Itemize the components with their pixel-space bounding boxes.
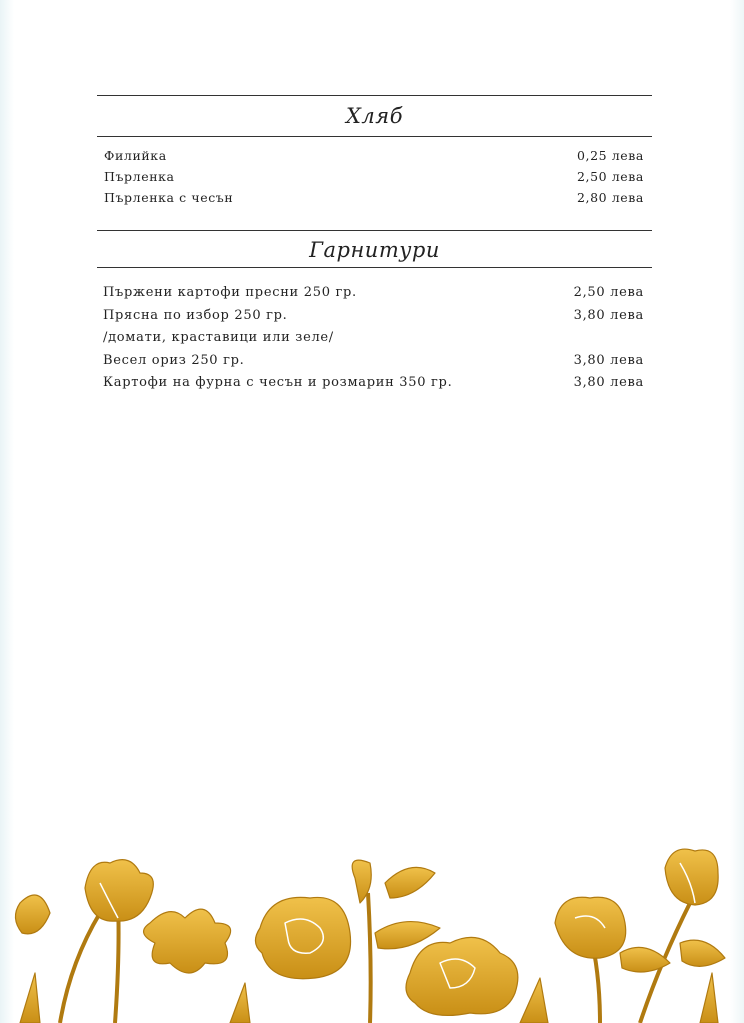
section-title: Гарнитури [309,238,440,262]
item-name: Пърленка с чесън [104,190,234,205]
bread-section [97,95,652,211]
garnish-section [97,230,652,398]
menu-item [97,169,652,190]
menu-item-note [97,330,652,353]
menu-item [97,353,652,376]
item-name: /домати, краставици или зеле/ [103,330,334,345]
menu-item [97,148,652,169]
golden-flowers-border-icon [0,843,744,1023]
item-price: 2,50 лева [573,285,644,300]
item-price: 0,25 лева [576,148,644,163]
item-price: 3,80 лева [573,375,644,390]
menu-item [97,190,652,211]
item-name: Картофи на фурна с чесън и розмарин 350 гр. [103,375,453,390]
item-price: 3,80 лева [573,307,644,323]
item-price: 3,80 лева [573,352,644,368]
menu-item [97,308,652,331]
menu-item [97,375,652,398]
item-name: Пърленка [104,169,175,184]
item-name: Пържени картофи пресни 250 гр. [103,285,357,300]
item-name: Прясна по избор 250 гр. [103,307,288,323]
menu-item [97,285,652,308]
item-price: 2,80 лева [576,190,644,205]
section-title: Хляб [345,104,404,128]
item-price: 2,50 лева [576,169,644,184]
item-name: Весел ориз 250 гр. [103,352,245,368]
item-name: Филийка [104,148,167,163]
